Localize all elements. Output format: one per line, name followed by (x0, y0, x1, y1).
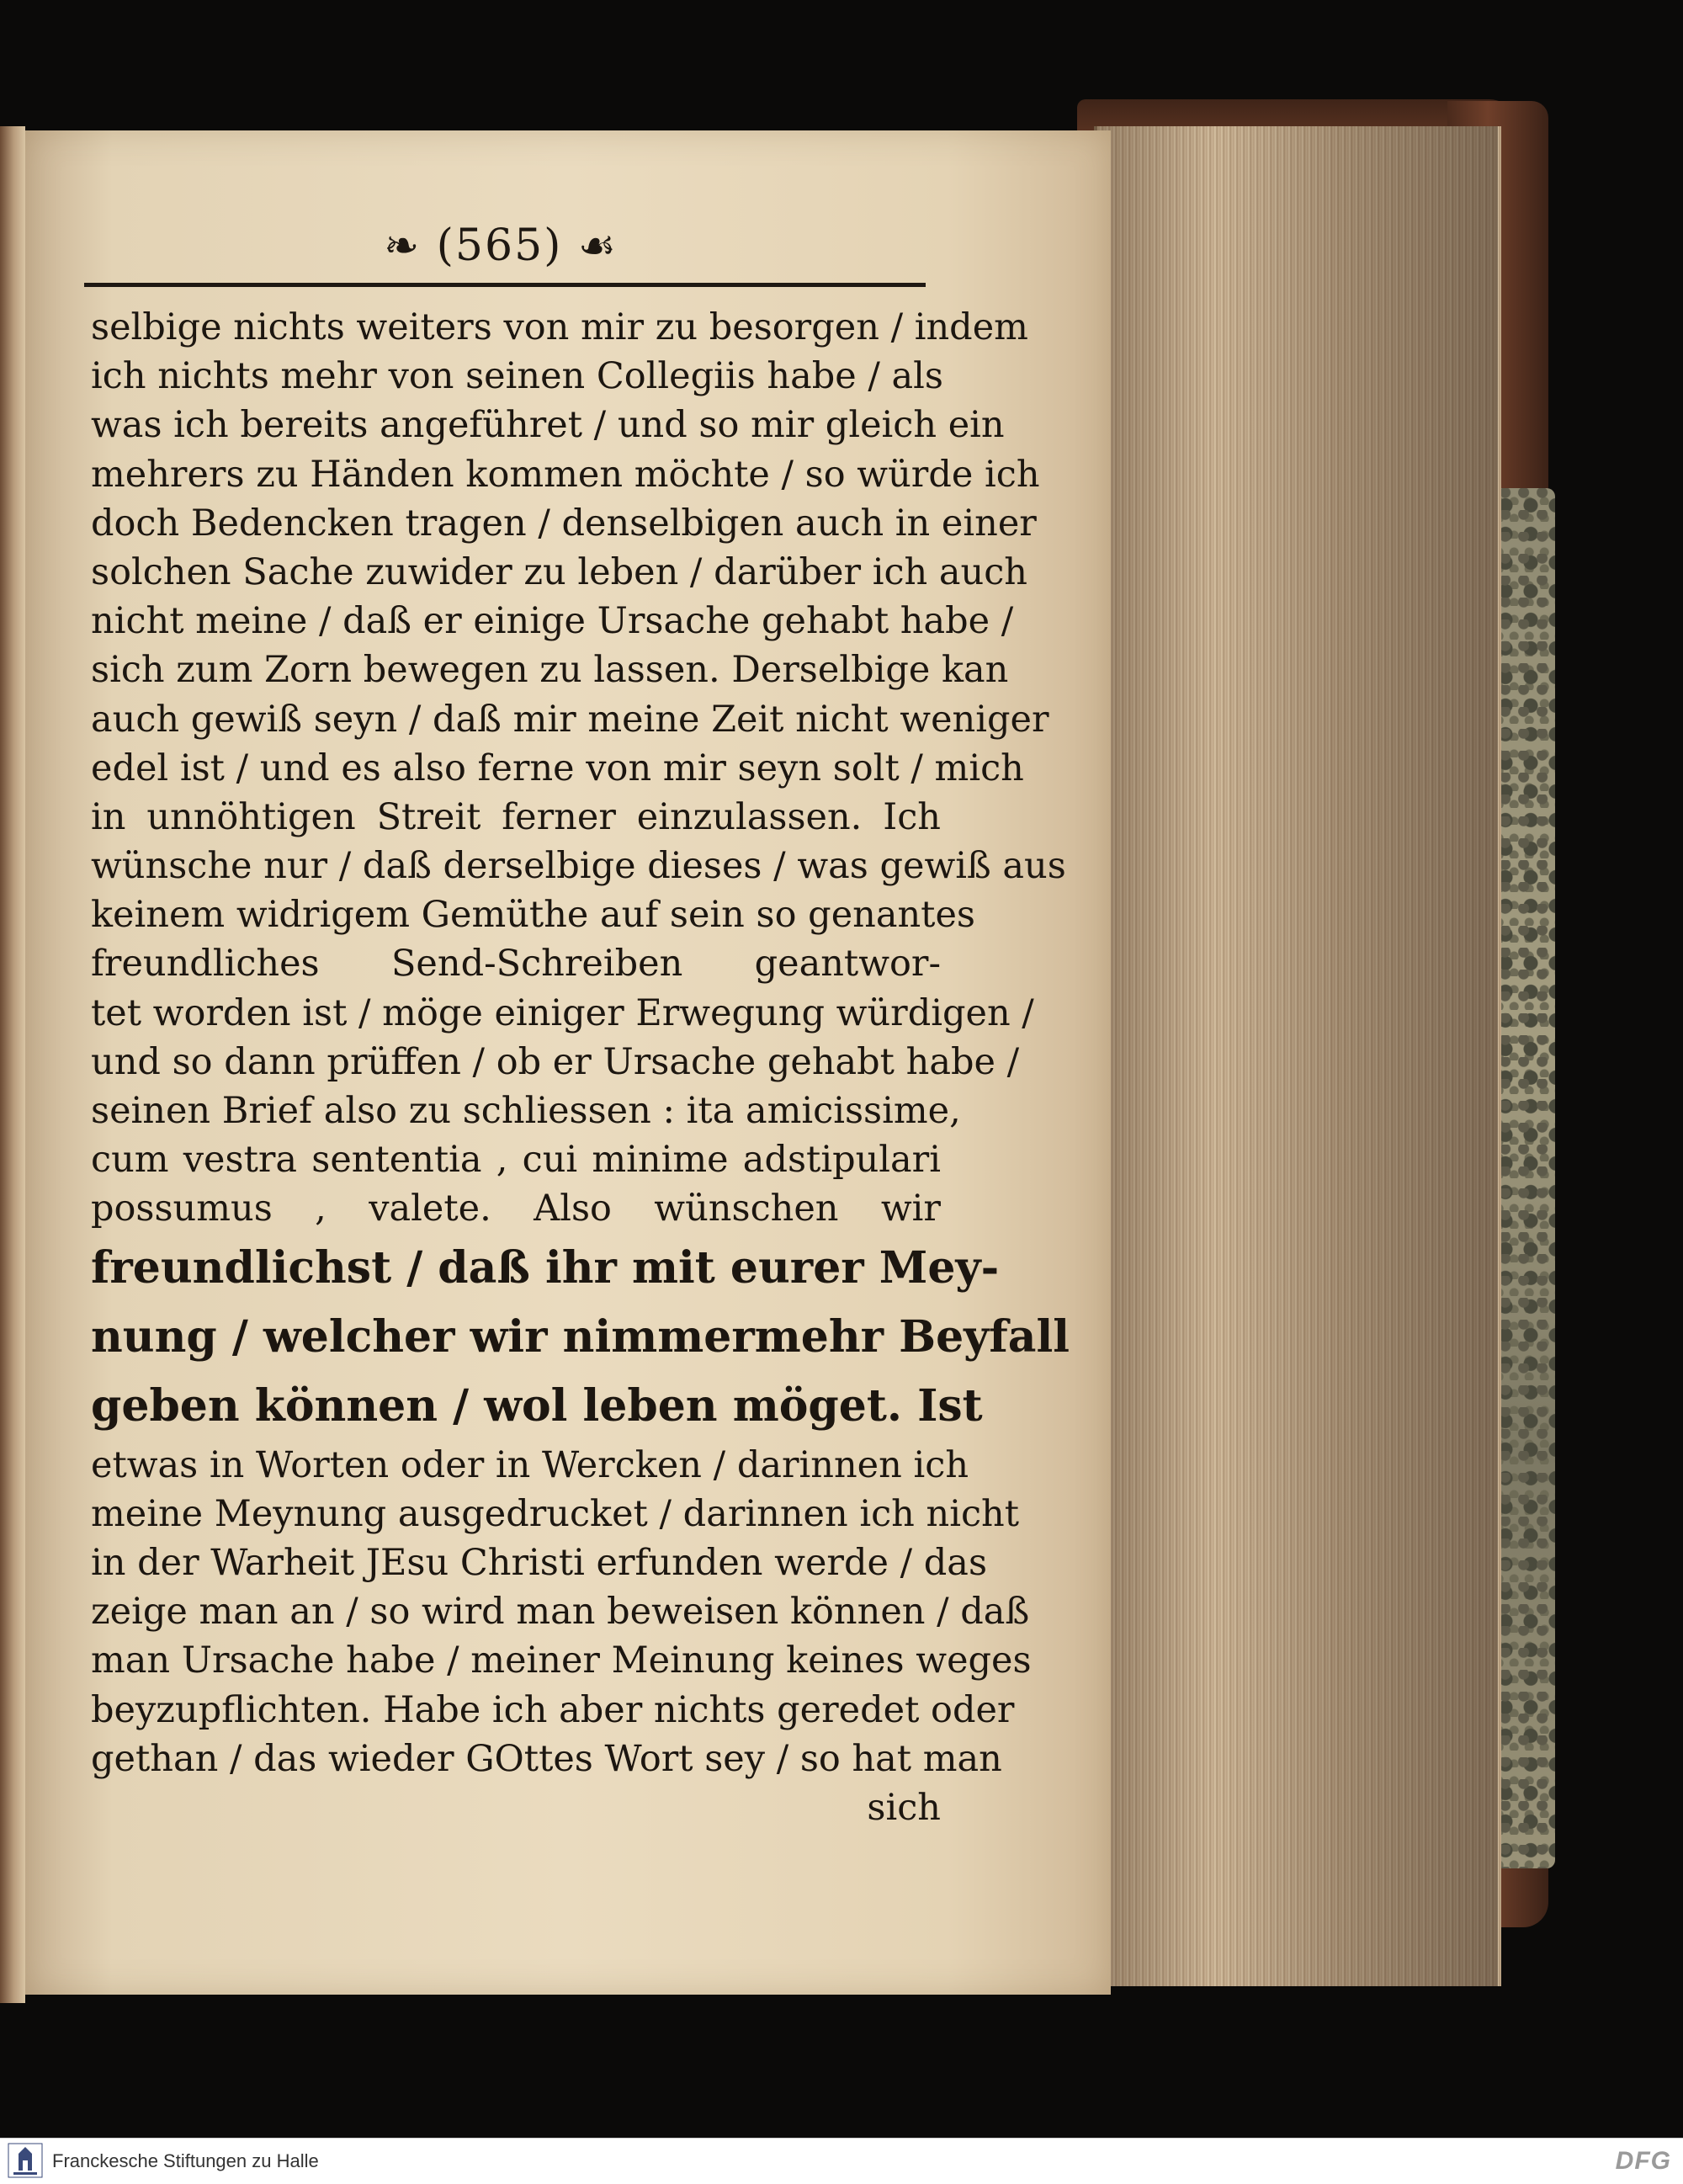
page-header (332, 221, 669, 271)
text-line: man Ursache habe / meiner Meinung keines weges (91, 1639, 1032, 1682)
dfg-logo: DFG (1615, 2147, 1671, 2175)
text-line: nung / welcher wir nimmermehr Beyfall (91, 1310, 1070, 1363)
text-line: gethan / das wieder GOttes Wort sey / so hat man (91, 1737, 1002, 1780)
text-line: nicht meine / daß er einige Ursache gehabt habe / (91, 600, 1014, 643)
text-line: zeige man an / so wird man beweisen können / daß (91, 1591, 1030, 1634)
text-line: keinem widrigem Gemüthe auf sein so genantes (91, 894, 975, 937)
text-line: doch Bedencken tragen / denselbigen auch in einer (91, 502, 1037, 545)
text-line: beyzupflichten. Habe ich aber nichts geredet oder (91, 1688, 1015, 1731)
text-line: seinen Brief also zu schliessen : ita amicissime, (91, 1090, 961, 1132)
text-line: mehrers zu Händen kommen möchte / so würde ich (91, 453, 1040, 496)
page-block-shade (1094, 126, 1498, 1986)
text-line: sich zum Zorn bewegen zu lassen. Derselbige kan (91, 649, 1009, 692)
page-number: (565) (436, 221, 563, 271)
footer-bar (0, 2138, 1683, 2184)
text-line: in unnöhtigen Streit ferner einzulassen. Ich (91, 795, 941, 838)
text-line: sich (867, 1786, 941, 1829)
text-line: selbige nichts weiters von mir zu besorgen / indem (91, 306, 1028, 348)
text-line: und so dann prüffen / ob er Ursache gehabt habe / (91, 1040, 1020, 1083)
text-line: ich nichts mehr von seinen Collegiis habe / als (91, 355, 943, 398)
institution-name: Franckesche Stiftungen zu Halle (52, 2150, 319, 2171)
text-line: in der Warheit JEsu Christi erfunden werde / das (91, 1541, 988, 1584)
text-line: wünsche nur / daß derselbige dieses / was gewiß aus (91, 845, 1066, 888)
text-line: auch gewiß seyn / daß mir meine Zeit nicht weniger (91, 698, 1049, 741)
text-line: freundlichst / daß ihr mit eurer Mey- (91, 1241, 1000, 1294)
header-rule (84, 283, 926, 287)
text-line: solchen Sache zuwider zu leben / darüber ich auch (91, 550, 1028, 593)
text-line: meine Meynung ausgedrucket / darinnen ich nicht (91, 1492, 1020, 1535)
text-line: cum vestra sententia , cui minime adstipulari (91, 1139, 941, 1182)
institution-logo-icon (7, 2142, 44, 2179)
previous-page-sliver (0, 126, 25, 2003)
text-line: edel ist / und es also ferne von mir seyn solt / mich (91, 747, 1024, 789)
page-body-text (91, 303, 1070, 1832)
text-line: geben können / wol leben möget. Ist (91, 1379, 983, 1432)
text-line: etwas in Worten oder in Wercken / darinnen ich (91, 1443, 969, 1486)
text-line: freundliches Send-Schreiben geantwor- (91, 943, 941, 986)
text-line: possumus , valete. Also wünschen wir (91, 1188, 941, 1230)
text-line: was ich bereits angeführet / und so mir gleich ein (91, 404, 1005, 447)
text-line: tet worden ist / möge einiger Erwegung würdigen / (91, 991, 1034, 1034)
ornament-left-icon: ❧ (384, 221, 422, 270)
ornament-right-icon: ☙ (577, 221, 618, 270)
